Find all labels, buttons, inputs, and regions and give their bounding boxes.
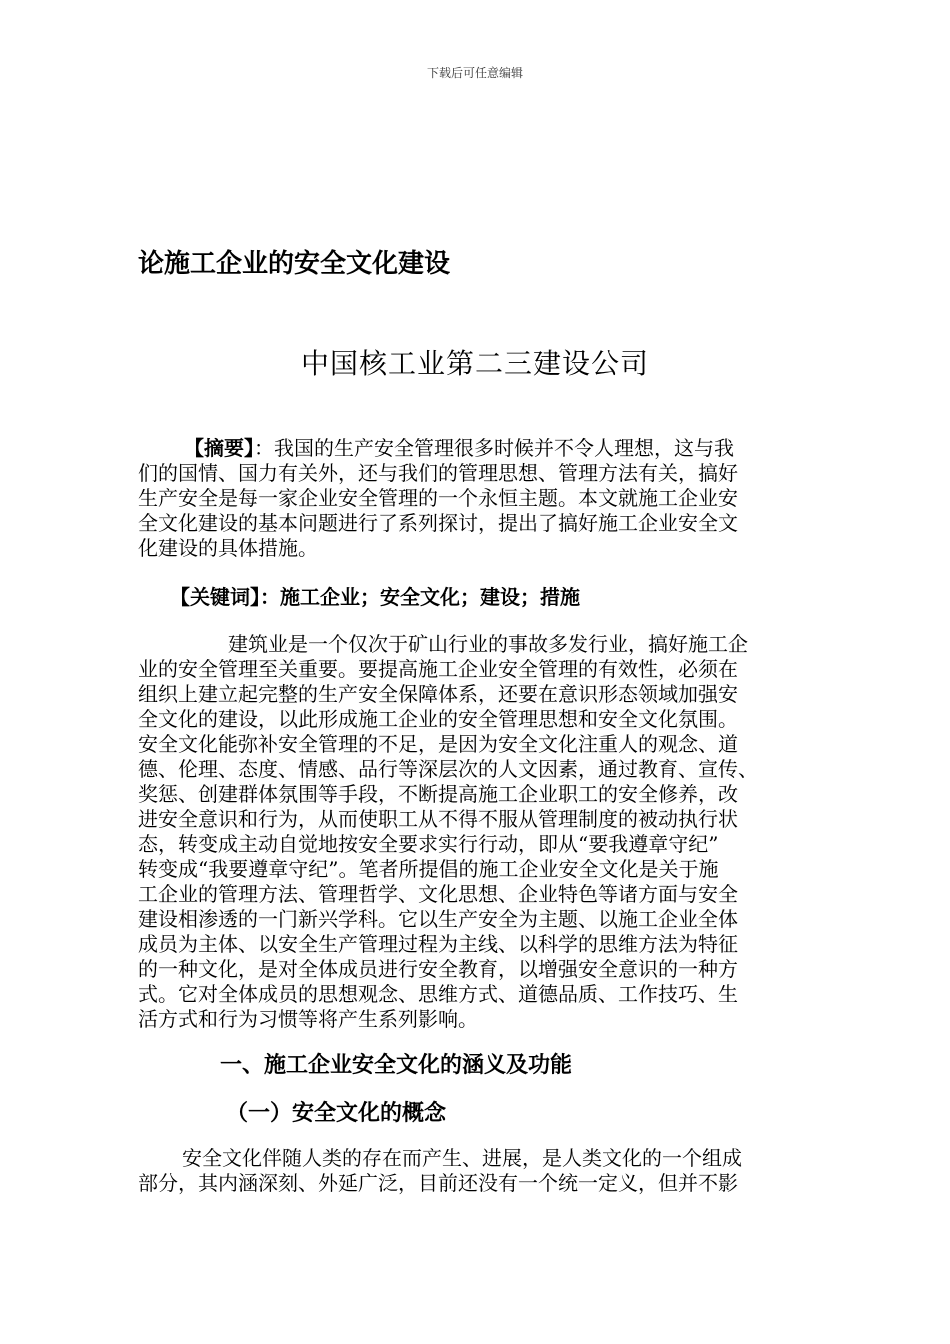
intro-line: 式。它对全体成员的思想观念、思维方式、道德品质、工作技巧、生 — [138, 982, 738, 1006]
abstract-line: 生产安全是每一家企业安全管理的一个永恒主题。本文就施工企业安 — [138, 486, 738, 510]
abstract-label: 【摘要】 — [184, 436, 254, 460]
company-name: 中国核工业第二三建设公司 — [300, 347, 649, 380]
intro-line: 业的安全管理至关重要。要提高施工企业安全管理的有效性，必须在 — [138, 657, 738, 681]
section-heading: 一、施工企业安全文化的涵义及功能 — [220, 1053, 573, 1078]
subsection-paragraph — [138, 1146, 818, 1196]
abstract-paragraph — [138, 436, 818, 561]
intro-line: 进安全意识和行为，从而使职工从不得不服从管理制度的被动执行状 — [138, 807, 738, 831]
abstract-line — [138, 436, 818, 461]
intro-line: 德、伦理、态度、情感、品行等深层次的人文因素，通过教育、宣传、 — [138, 757, 758, 781]
subsection-heading: （一）安全文化的概念 — [226, 1101, 447, 1126]
abstract-line: 化建设的具体措施。 — [138, 536, 318, 560]
intro-line: 组织上建立起完整的生产安全保障体系，还要在意识形态领域加强安 — [138, 682, 738, 706]
intro-line: 全文化的建设，以此形成施工企业的安全管理思想和安全文化氛围。 — [138, 707, 738, 731]
subsection-line: 安全文化伴随人类的存在而产生、进展，是人类文化的一个组成 — [182, 1146, 742, 1170]
intro-line: 成员为主体、以安全生产管理过程为主线、以科学的思维方法为特征 — [138, 932, 738, 956]
intro-line: 活方式和行为习惯等将产生系列影响。 — [138, 1007, 478, 1031]
intro-line: 转变成“我要遵章守纪”。笔者所提倡的施工企业安全文化是关于施 — [138, 857, 719, 881]
intro-line: 态，转变成主动自觉地按安全要求实行行动，即从“要我遵章守纪” — [138, 832, 719, 856]
intro-line: 奖惩、创建群体氛围等手段，不断提高施工企业职工的安全修养，改 — [138, 782, 738, 806]
header-note: 下载后可任意编辑 — [426, 66, 523, 80]
intro-line: 安全文化能弥补安全管理的不足，是因为安全文化注重人的观念、道 — [138, 732, 738, 756]
abstract-line: 全文化建设的基本问题进行了系列探讨，提出了搞好施工企业安全文 — [138, 511, 738, 535]
intro-line: 建设相渗透的一门新兴学科。它以生产安全为主题、以施工企业全体 — [138, 907, 738, 931]
keywords-line: 【关键词】：施工企业；安全文化；建设；措施 — [170, 585, 580, 609]
abstract-line: 们的国情、国力有关外，还与我们的管理思想、管理方法有关，搞好 — [138, 461, 738, 485]
intro-line: 工企业的管理方法、管理哲学、文化思想、企业特色等诸方面与安全 — [138, 882, 738, 906]
subsection-line: 部分，其内涵深刻、外延广泛，目前还没有一个统一定义，但并不影 — [138, 1171, 738, 1195]
intro-line: 建筑业是一个仅次于矿山行业的事故多发行业，搞好施工企 — [228, 632, 748, 656]
document-title: 论施工企业的安全文化建设 — [138, 249, 451, 279]
abstract-line-text: ：我国的生产安全管理很多时候并不令人理想，这与我 — [254, 436, 734, 460]
intro-paragraph — [138, 632, 818, 1032]
intro-line: 的一种文化，是对全体成员进行安全教育，以增强安全意识的一种方 — [138, 957, 738, 981]
